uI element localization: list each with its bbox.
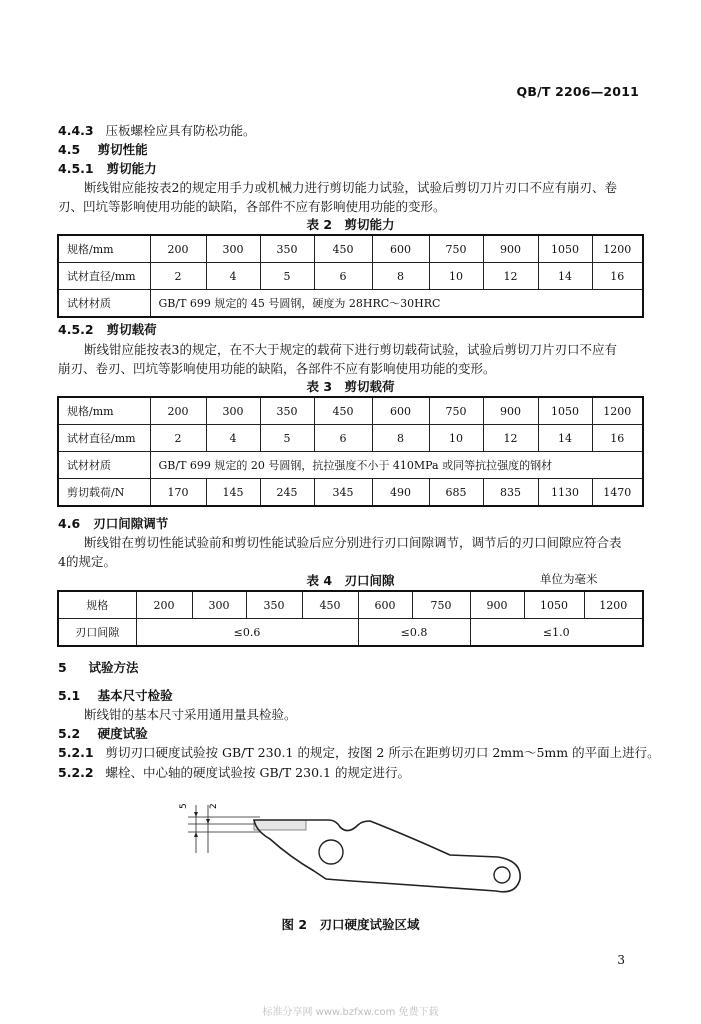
table-cell: 300 [206, 397, 260, 425]
figure-2-caption: 图 2 刃口硬度试验区域 [281, 917, 420, 932]
table-row [58, 263, 643, 290]
row-label: 规格/mm [58, 397, 150, 425]
table-cell: 6 [314, 263, 372, 290]
arrow-head [194, 832, 198, 837]
clause-number: 5.2.1 [58, 745, 94, 760]
table-2 [57, 234, 644, 318]
material-cell: GB/T 699 规定的 20 号圆钢，抗拉强度不小于 410MPa 或同等抗拉强度的钢材 [150, 452, 643, 479]
table-3 [57, 396, 644, 507]
table-cell: 900 [483, 235, 538, 263]
clause-number: 5.2.2 [58, 765, 94, 780]
paragraph-line: 4的规定。 [58, 554, 116, 569]
table-row [58, 397, 643, 425]
table-cell: 750 [412, 591, 470, 619]
paragraph-line: 崩刃、卷刃、凹坑等影响使用功能的缺陷，各部件不应有影响使用功能的变形。 [58, 361, 496, 376]
table-cell: 12 [483, 425, 538, 452]
clause-text: 压板螺栓应具有防松功能。 [105, 123, 256, 138]
table-cell: 14 [538, 263, 592, 290]
row-label: 规格 [58, 591, 136, 619]
page-number: 3 [617, 953, 625, 967]
table-cell: 900 [470, 591, 524, 619]
paragraph-line: 断线钳应能按表2的规定用手力或机械力进行剪切能力试验，试验后剪切刀片刃口不应有崩刃、卷 [84, 180, 617, 195]
table-cell: 1200 [584, 591, 643, 619]
table-cell: 200 [150, 235, 206, 263]
table-cell: 600 [372, 397, 429, 425]
section-number: 4.5 [58, 142, 81, 157]
table-cell: 1050 [538, 397, 592, 425]
dimension-label-2: 2 [209, 803, 219, 809]
section-number: 4.6 [58, 516, 81, 531]
paragraph-line: 断线钳的基本尺寸采用通用量具检验。 [84, 707, 297, 722]
section-4-5-1 [58, 159, 157, 177]
gap-cell: ≤0.8 [358, 619, 470, 647]
section-title: 剪切载荷 [106, 322, 157, 337]
row-label: 试材直径/mm [58, 425, 150, 452]
row-label: 剪切载荷/N [58, 479, 150, 507]
section-title: 剪切能力 [106, 161, 157, 176]
table-cell: 8 [372, 425, 429, 452]
section-title: 刃口间隙调节 [93, 516, 169, 531]
table-cell: 4 [206, 425, 260, 452]
table-row [58, 452, 643, 479]
table-cell: 345 [314, 479, 372, 507]
table-cell: 1470 [592, 479, 643, 507]
table-cell: 350 [260, 397, 314, 425]
table-cell: 14 [538, 425, 592, 452]
dimension-label-5: 5 [179, 803, 189, 809]
section-5 [58, 658, 138, 676]
clause-4-4-3 [58, 121, 256, 139]
clause-5-2-2 [58, 763, 410, 781]
table-cell: 145 [206, 479, 260, 507]
table-cell: 2 [150, 425, 206, 452]
paragraph-line: 断线钳应能按表3的规定，在不大于规定的载荷下进行剪切载荷试验，试验后剪切刀片刃口不应有 [84, 342, 617, 357]
table-row [58, 290, 643, 318]
gap-cell: ≤0.6 [136, 619, 358, 647]
table-cell: 12 [483, 263, 538, 290]
row-label: 规格/mm [58, 235, 150, 263]
hardness-test-area [254, 820, 306, 830]
table-cell: 4 [206, 263, 260, 290]
table-cell: 200 [136, 591, 192, 619]
table-cell: 350 [260, 235, 314, 263]
arrow-head [194, 812, 198, 817]
table-cell: 8 [372, 263, 429, 290]
material-cell: GB/T 699 规定的 45 号圆钢，硬度为 28HRC～30HRC [150, 290, 643, 318]
row-label: 试材材质 [58, 452, 150, 479]
standard-number: QB/T 2206—2011 [516, 84, 639, 99]
table-cell: 450 [314, 235, 372, 263]
table-cell: 1050 [524, 591, 584, 619]
table-cell: 16 [592, 263, 643, 290]
table-cell: 490 [372, 479, 429, 507]
section-title: 试验方法 [88, 660, 139, 675]
table-cell: 350 [246, 591, 302, 619]
row-label: 试材材质 [58, 290, 150, 318]
table-row [58, 479, 643, 507]
table-4-caption: 表 4 刃口间隙 [306, 573, 395, 588]
table-cell: 835 [483, 479, 538, 507]
table-cell: 450 [314, 397, 372, 425]
table-cell: 750 [429, 397, 483, 425]
table-cell: 2 [150, 263, 206, 290]
section-5-2 [58, 724, 148, 742]
section-number: 5.1 [58, 688, 81, 703]
table-cell: 750 [429, 235, 483, 263]
table-cell: 900 [483, 397, 538, 425]
table-cell: 450 [302, 591, 358, 619]
arrow-head [206, 819, 210, 824]
table-cell: 6 [314, 425, 372, 452]
clause-text: 剪切刃口硬度试验按 GB/T 230.1 的规定，按图 2 所示在距剪切刃口 2mm～5mm 的平面上进行。 [105, 745, 660, 760]
table-cell: 1200 [592, 235, 643, 263]
gap-cell: ≤1.0 [470, 619, 643, 647]
section-number: 4.5.1 [58, 161, 94, 176]
table-cell: 170 [150, 479, 206, 507]
table-3-caption: 表 3 剪切载荷 [306, 379, 395, 394]
table-cell: 1130 [538, 479, 592, 507]
section-title: 基本尺寸检验 [97, 688, 173, 703]
table-cell: 10 [429, 263, 483, 290]
paragraph-line: 断线钳在剪切性能试验前和剪切性能试验后应分别进行刃口间隙调节，调节后的刃口间隙应符合表 [84, 535, 622, 550]
section-number: 4.5.2 [58, 322, 94, 337]
table-cell: 200 [150, 397, 206, 425]
section-4-5-2 [58, 320, 157, 338]
clause-number: 4.4.3 [58, 123, 94, 138]
watermark: 标准分享网 www.bzfxw.com 免费下载 [262, 1007, 439, 1018]
figure-2-drawing [150, 795, 550, 905]
paragraph-line: 刃、凹坑等影响使用功能的缺陷，各部件不应有影响使用功能的变形。 [58, 199, 446, 214]
table-row [58, 425, 643, 452]
table-cell: 300 [206, 235, 260, 263]
blade-outline [254, 820, 520, 892]
table-cell: 685 [429, 479, 483, 507]
row-label: 刃口间隙 [58, 619, 136, 647]
table-cell: 10 [429, 425, 483, 452]
bolt-hole [494, 867, 510, 883]
section-number: 5 [58, 660, 67, 675]
section-4-6 [58, 514, 168, 532]
section-5-1 [58, 686, 173, 704]
clause-text: 螺栓、中心轴的硬度试验按 GB/T 230.1 的规定进行。 [105, 765, 410, 780]
unit-note: 单位为毫米 [540, 572, 598, 586]
table-cell: 1050 [538, 235, 592, 263]
row-label: 试材直径/mm [58, 263, 150, 290]
table-row [58, 235, 643, 263]
table-cell: 600 [358, 591, 412, 619]
table-row [58, 591, 643, 619]
table-cell: 5 [260, 425, 314, 452]
table-cell: 300 [192, 591, 246, 619]
table-cell: 5 [260, 263, 314, 290]
section-title: 剪切性能 [97, 142, 148, 157]
table-cell: 1200 [592, 397, 643, 425]
section-number: 5.2 [58, 726, 81, 741]
clause-5-2-1 [58, 743, 660, 761]
table-cell: 600 [372, 235, 429, 263]
table-4 [57, 590, 644, 647]
section-title: 硬度试验 [97, 726, 148, 741]
table-cell: 16 [592, 425, 643, 452]
table-row [58, 619, 643, 647]
pivot-hole [319, 840, 343, 864]
table-cell: 245 [260, 479, 314, 507]
table-2-caption: 表 2 剪切能力 [306, 217, 395, 232]
section-4-5 [58, 140, 148, 158]
